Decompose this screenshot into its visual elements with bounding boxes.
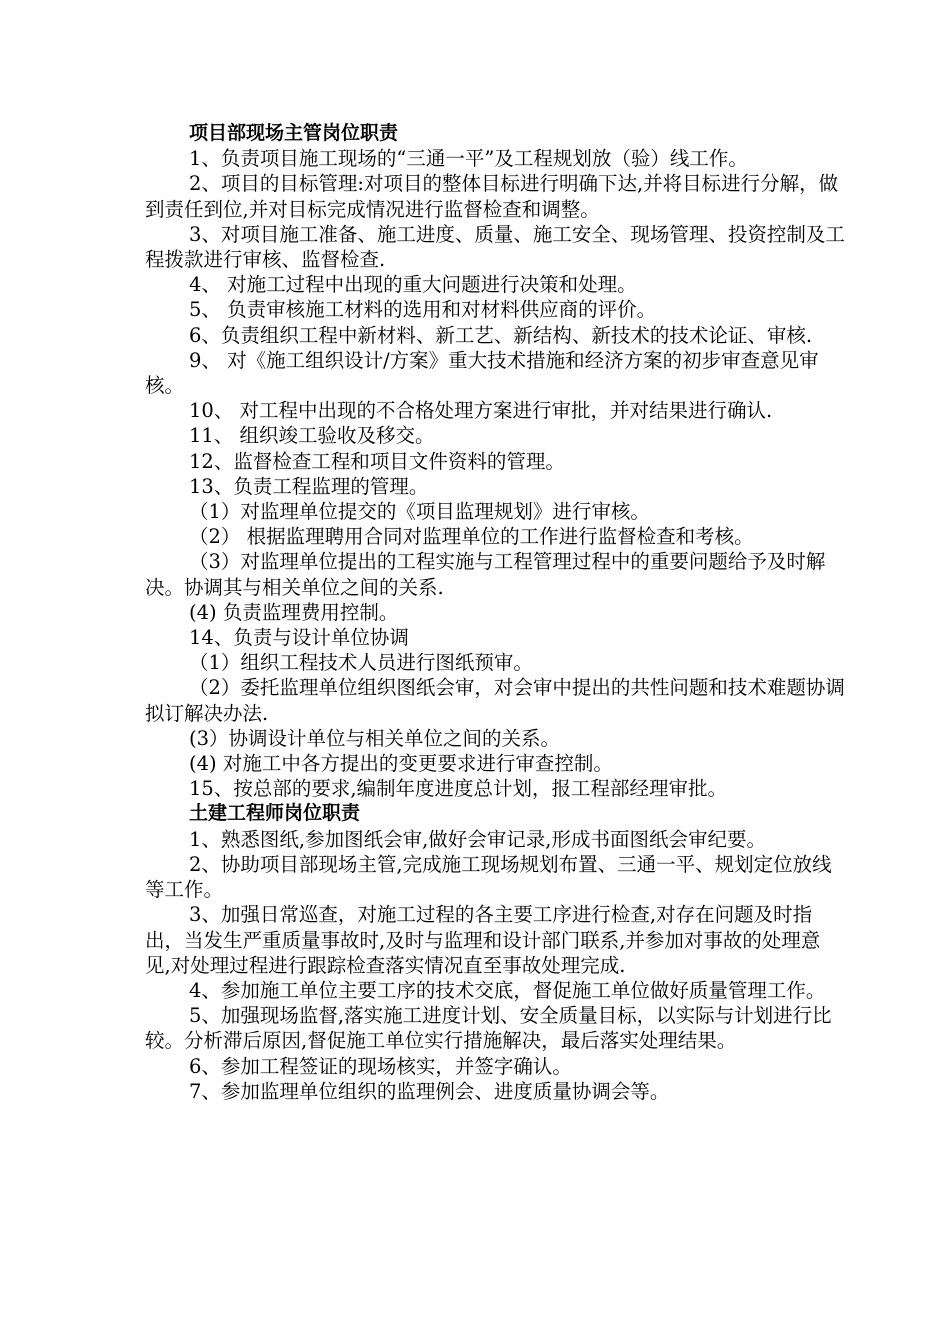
paragraph: 5、加强现场监督,落实施工进度计划、安全质量目标，以实际与计划进行比较。分析滞后原因,督促施工单位实行措施解决，最后落实处理结果。: [145, 1004, 832, 1053]
document-body: [145, 121, 845, 1104]
section-title-site-manager: 项目部现场主管岗位职责: [189, 122, 399, 144]
paragraph: 3、加强日常巡查，对施工过程的各主要工序进行检查,对存在问题及时指出，当发生严重质量事故时,及时与监理和设计部门联系,并参加对事故的处理意见,对处理过程进行跟踪检查落实情况直至事故处理完成.: [145, 903, 821, 977]
paragraph: 9、 对《施工组织设计/方案》重大技术措施和经济方案的初步审查意见审核。: [145, 348, 819, 398]
paragraph: 2、项目的目标管理:对项目的整体目标进行明确下达,并将目标进行分解，做到责任到位,并对目标完成情况进行监督检查和调整。: [145, 172, 839, 221]
paragraph: 13、负责工程监理的管理。: [189, 474, 429, 498]
paragraph: （1）对监理单位提交的《项目监理规划》进行审核。: [189, 500, 650, 524]
paragraph: 6、负责组织工程中新材料、新工艺、新结构、新技术的技术论证、审核.: [189, 323, 813, 347]
paragraph: 7、参加监理单位组织的监理例会、进度质量协调会等。: [189, 1079, 670, 1103]
paragraph: （2）委托监理单位组织图纸会审，对会审中提出的共性问题和技术难题协调拟订解决办法.: [145, 676, 845, 725]
section-title-civil-engineer: 土建工程师岗位职责: [189, 802, 361, 825]
paragraph: 4、 对施工过程中出现的重大问题进行决策和处理。: [189, 273, 637, 297]
paragraph: (4) 负责监理费用控制。: [189, 600, 399, 624]
paragraph: 3、对项目施工准备、施工进度、质量、施工安全、现场管理、投资控制及工程拨款进行审核、监督检查.: [145, 222, 845, 272]
paragraph: （2） 根据监理聘用合同对监理单位的工作进行监督检查和考核。: [189, 525, 754, 549]
paragraph: 6、参加工程签证的现场核实，并签字确认。: [189, 1054, 572, 1078]
paragraph: (3）协调设计单位与相关单位之间的关系。: [189, 726, 561, 750]
paragraph: （3）对监理单位提出的工程实施与工程管理过程中的重要问题给予及时解决。协调其与相关单位之间的关系.: [145, 550, 826, 599]
paragraph: 11、 组织竣工验收及移交。: [189, 424, 435, 448]
paragraph: 2、协助项目部现场主管,完成施工现场规划布置、三通一平、规划定位放线等工作。: [145, 852, 832, 902]
paragraph: 15、按总部的要求,编制年度进度总计划，报工程部经理审批。: [189, 777, 728, 801]
paragraph: (4) 对施工中各方提出的变更要求进行审查控制。: [189, 752, 613, 776]
paragraph: 10、 对工程中出现的不合格处理方案进行审批，并对结果进行确认.: [189, 399, 773, 423]
paragraph: （1）组织工程技术人员进行图纸预审。: [189, 651, 533, 675]
paragraph: 1、熟悉图纸,参加图纸会审,做好会审记录,形成书面图纸会审纪要。: [189, 827, 767, 851]
paragraph: 12、监督检查工程和项目文件资料的管理。: [189, 449, 565, 473]
paragraph: 1、负责项目施工现场的“三通一平”及工程规划放（验）线工作。: [189, 147, 748, 171]
paragraph: 5、 负责审核施工材料的选用和对材料供应商的评价。: [189, 298, 657, 322]
paragraph: 14、负责与设计单位协调: [189, 626, 409, 650]
paragraph: 4、参加施工单位主要工序的技术交底，督促施工单位做好质量管理工作。: [189, 978, 826, 1002]
